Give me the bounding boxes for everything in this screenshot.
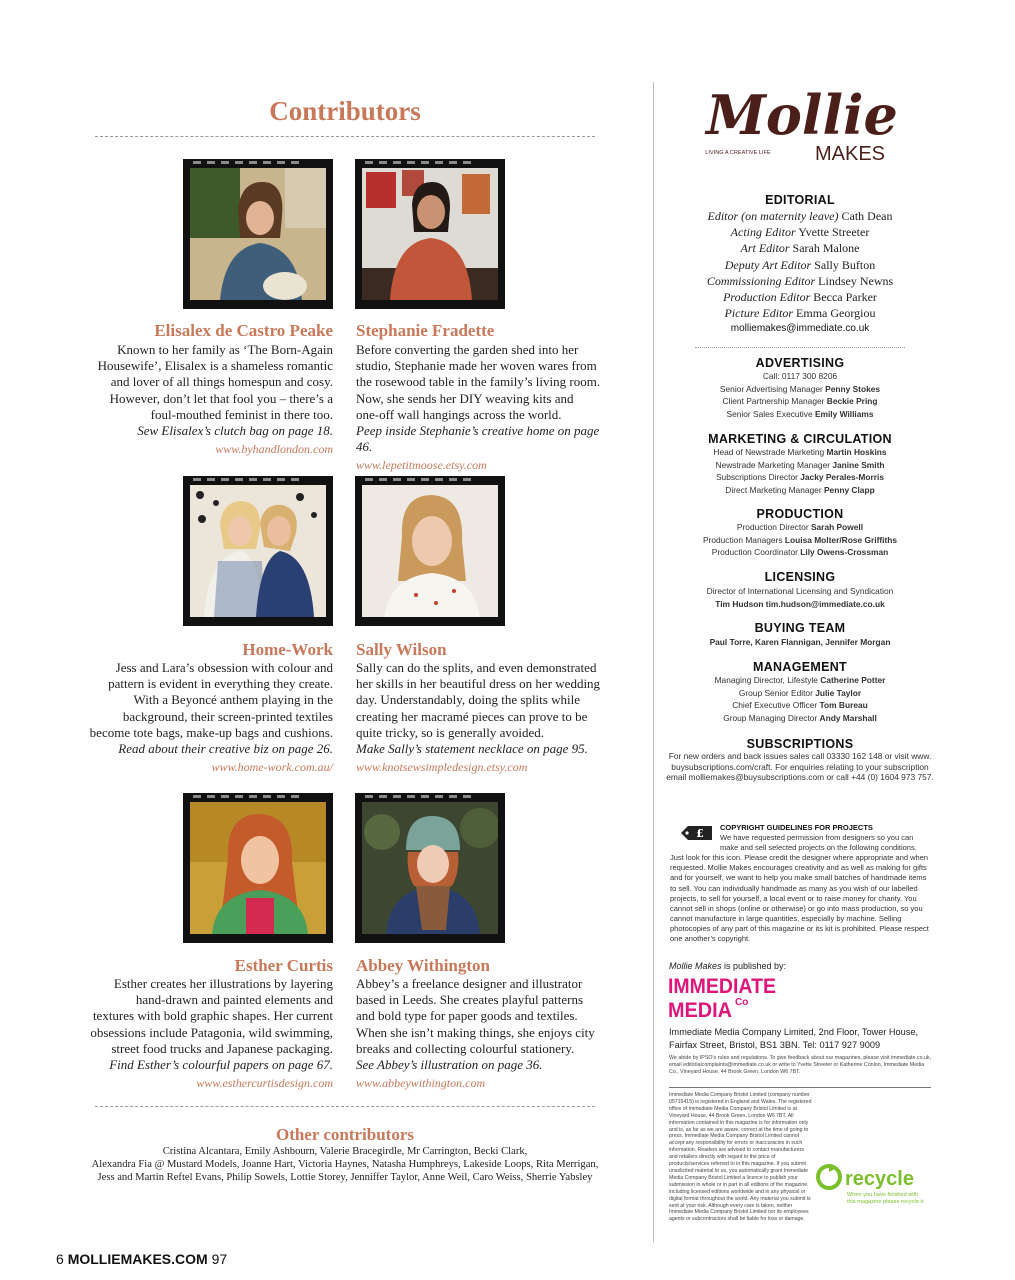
- ipso-notice: We abide by IPSO’s rules and regulations. To give feedback about our magazines, please visit immediate.co.uk, email editorialcomplaints@immediate.co.uk or write to Yvette Streeter or Katherine Conlon, Immediate Media Co., Vineyard House, 44 Brook Green, London W6 7BT.: [669, 1055, 932, 1075]
- bio-line: textures with bold graphic shapes. Her current: [92, 1008, 333, 1024]
- bio-line: and bold type for paper goods and textiles.: [356, 1008, 578, 1024]
- buying-heading: BUYING TEAM: [754, 621, 846, 635]
- marketing-heading: MARKETING & CIRCULATION: [708, 432, 892, 446]
- advertising-list: [665, 370, 935, 420]
- editorial-role: Deputy Art Editor Sally Bufton: [724, 257, 876, 272]
- marketing-role: Direct Marketing Manager Penny Clapp: [725, 484, 875, 495]
- advertising-role: Senior Sales Executive Emily Williams: [726, 408, 874, 419]
- website-link[interactable]: www.esthercurtisdesign.com: [196, 1076, 333, 1091]
- production-role: Production Managers Louisa Molter/Rose Griffiths: [702, 534, 898, 545]
- contributor-bio: [73, 660, 333, 775]
- bio-line: become tote bags, make-up bags and cushions.: [89, 724, 333, 740]
- bio-line: Esther creates her illustrations by layering: [113, 976, 333, 991]
- svg-text:MEDIA: MEDIA: [668, 999, 732, 1021]
- management-role: Chief Executive Officer Tom Bureau: [732, 700, 868, 711]
- bio-line: Before converting the garden shed into her: [356, 342, 579, 357]
- bio-line: With a Beyoncé anthem playing in the: [133, 692, 333, 708]
- management-role: Group Managing Director Andy Marshall: [723, 712, 877, 723]
- editorial-role: Picture Editor Emma Georgiou: [724, 306, 876, 321]
- other-line: Cristina Alcantara, Emily Ashbourn, Valerie Bracegirdle, Mr Carrington, Becki Clark,: [162, 1146, 528, 1157]
- contributor-name: Sally Wilson: [356, 640, 447, 659]
- copyright-guidelines: [670, 823, 930, 944]
- website-link[interactable]: www.lepetitmoose.etsy.com: [356, 458, 487, 473]
- price-tag-icon: [678, 823, 716, 843]
- contributor-name: Elisalex de Castro Peake: [154, 321, 333, 340]
- bio-line: her skills in her beautiful dress on her wedding: [356, 676, 601, 692]
- advertising-phone: Call: 0117 300 8206: [762, 371, 838, 381]
- contributor-name: Abbey Withington: [356, 956, 490, 975]
- buying-names: Paul Torre, Karen Flannigan, Jennifer Morgan: [709, 637, 891, 647]
- bio-line: Sally can do the splits, and even demonstrated: [356, 660, 597, 675]
- website-link[interactable]: www.home-work.com.au/: [211, 760, 333, 775]
- masthead-rule: [695, 347, 905, 348]
- copyright-text: We have requested permission from designers so you can make and sell selected projects on the following conditions. Just look for this icon. Please credit the designer where appropriate and when requested. Mollie Makes encourages creativity and as well as making for gifts and for yourself, we want to help you make small batches of handmade items to sell. You can individually handmade as many as you wish of our labelled projects, to sell for yourself, a local event or to raise money for charity. You cannot sell in shops (online or otherwise) or go into mass production, so you cannot manufacture in large quantities, especially by machine. Selling photocopies of any part of this magazine or its kit is prohibited. Please respect one another’s copyright.: [670, 833, 929, 944]
- management-list: [665, 674, 935, 724]
- licensing-contact: Tim Hudson tim.hudson@immediate.co.uk: [715, 598, 885, 609]
- other-line: Alexandra Fia @ Mustard Models, Joanne Hart, Victoria Haynes, Natasha Humphreys, Lakeside Loops, Rita Merrigan,: [91, 1159, 599, 1170]
- published-by: Mollie Makes is published by:: [669, 961, 787, 971]
- page-reference: Read about their creative biz on page 26.: [118, 741, 333, 757]
- photo-home-work: [183, 476, 333, 626]
- marketing-role: Head of Newstrade Marketing Martin Hoskins: [713, 447, 887, 457]
- bio-line: Now, she sends her DIY weaving kits and: [356, 390, 574, 406]
- contributor-bio: [356, 342, 616, 474]
- subscriptions-text: For new orders and back issues sales call 03330 162 148 or visit www. buysubscriptions.com/craft. For enquiries relating to your subscription email molliemakes@buysubscriptions.com or call +44 (0) 1604 973 757.: [666, 751, 934, 782]
- bio-line: creating her macramé pieces can prove to be: [356, 708, 588, 724]
- production-list: [665, 521, 935, 559]
- page-reference: Peep inside Stephanie’s creative home on page 46.: [356, 423, 600, 455]
- bio-line: obsessions include Patagonia, wild swimming,: [90, 1024, 333, 1040]
- page-reference: Make Sally’s statement necklace on page 95.: [356, 741, 588, 757]
- editorial-email[interactable]: molliemakes@immediate.co.uk: [730, 323, 870, 335]
- bio-line: Known to her family as ‘The Born-Again: [117, 342, 333, 357]
- svg-text:IMMEDIATE: IMMEDIATE: [668, 975, 776, 998]
- management-role: Managing Director, Lifestyle Catherine Potter: [714, 675, 886, 685]
- contributor-bio: [63, 976, 333, 1091]
- bio-line: one-off wall hangings across the world.: [356, 406, 562, 422]
- copyright-heading: COPYRIGHT GUIDELINES FOR PROJECTS: [720, 823, 873, 832]
- editorial-role: Art Editor Sarah Malone: [740, 241, 860, 256]
- photo-abbey: [355, 793, 505, 943]
- other-contributors-title: Other contributors: [275, 1125, 415, 1144]
- title-divider: [95, 136, 595, 137]
- page-number-right: 97: [211, 1251, 228, 1267]
- page-reference: Sew Elisalex’s clutch bag on page 18.: [137, 423, 333, 439]
- bio-line: studio, Stephanie made her woven wares from: [356, 358, 597, 374]
- photo-sally: [355, 476, 505, 626]
- marketing-role: Subscriptions Director Jacky Perales-Morris: [715, 472, 885, 483]
- photo-elisalex: [183, 159, 333, 309]
- licensing-role: Director of International Licensing and Syndication: [706, 586, 894, 596]
- bio-line: pattern is evident in everything they create.: [108, 676, 333, 692]
- bio-line: Abbey’s a freelance designer and illustrator: [356, 976, 583, 991]
- contributor-name: Stephanie Fradette: [356, 321, 495, 340]
- bio-line: breaks and collecting colourful stationery.: [356, 1040, 575, 1056]
- svg-text:recycle: recycle: [845, 1168, 914, 1190]
- bio-line: quite tricky, so is generally avoided.: [356, 724, 544, 740]
- bio-line: and lover of all things homespun and cosy.: [110, 374, 333, 390]
- bio-line: hand-drawn and painted elements and: [135, 992, 333, 1008]
- production-role: Production Director Sarah Powell: [736, 522, 864, 532]
- page-title: Contributors: [269, 96, 421, 126]
- production-role: Production Coordinator Lily Owens-Crossman: [711, 547, 889, 558]
- advertising-role: Client Partnership Manager Beckie Pring: [722, 396, 878, 407]
- photo-stephanie: [355, 159, 505, 309]
- website-link[interactable]: www.abbeywithington.com: [356, 1076, 486, 1091]
- editorial-role: Editor (on maternity leave) Cath Dean: [707, 209, 893, 223]
- production-heading: PRODUCTION: [756, 507, 844, 521]
- immediate-media-logo: [668, 973, 778, 1021]
- contributor-bio: [356, 976, 626, 1091]
- bio-line: the rosewood table in the family’s living room.: [356, 374, 601, 390]
- licensing-list: [665, 585, 935, 610]
- management-role: Group Senior Editor Julie Taylor: [738, 687, 862, 698]
- editorial-heading: EDITORIAL: [765, 193, 835, 207]
- management-heading: MANAGEMENT: [753, 660, 847, 674]
- svg-text:this magazine please recycle i: this magazine please recycle it.: [847, 1199, 925, 1205]
- bio-line: Housewife’, Elisalex is a shameless romantic: [97, 358, 333, 374]
- site-name: MOLLIEMAKES.COM: [67, 1251, 208, 1267]
- website-link[interactable]: www.byhandlondon.com: [215, 442, 333, 457]
- editorial-role: Acting Editor Yvette Streeter: [730, 225, 870, 240]
- page-reference: Find Esther’s colourful papers on page 67.: [109, 1057, 333, 1073]
- mollie-makes-logo: [690, 82, 910, 164]
- recycle-logo: [815, 1163, 935, 1208]
- other-line: Jess and Martin Reftel Evans, Philip Sowels, Lottie Storey, Jenniffer Taylor, Anne Weil, Caro Weiss, Sherrie Yabsley: [97, 1172, 593, 1183]
- photo-esther: [183, 793, 333, 943]
- bio-line: foul-mouthed feminist in there too.: [150, 406, 333, 422]
- svg-text:When you have finished with: When you have finished with: [847, 1192, 919, 1198]
- logo-tagline: LIVING A CREATIVE LIFE: [705, 150, 771, 156]
- bio-line: day. Understandably, doing the splits while: [356, 692, 580, 708]
- bio-line: based in Leeds. She creates playful patterns: [356, 992, 584, 1008]
- other-contributors-list: [80, 1145, 610, 1184]
- advertising-role: Senior Advertising Manager Penny Stokes: [719, 383, 881, 394]
- website-link[interactable]: www.knotsewsimpledesign.etsy.com: [356, 760, 528, 775]
- publisher-address: Immediate Media Company Limited, 2nd Floor, Tower House, Fairfax Street, Bristol, BS1 3BN. Tel: 0117 927 9009: [669, 1027, 919, 1050]
- marketing-role: Newstrade Marketing Manager Janine Smith: [715, 459, 885, 470]
- page-number-left: 6: [56, 1251, 64, 1267]
- licensing-heading: LICENSING: [764, 570, 836, 584]
- legal-notice: Immediate Media Company Bristol Limited (company number 05715415) is registered in England and Wales. The registered office of Immediate Media Company Bristol Limited is at Vineyard House, 44 Brook Green, London W6 7BT. All information contained in this magazine is for information only and is, as far as we are aware, correct at the time of going to press. Immediate Media Company Bristol Limited cannot accept any responsibility for errors or inaccuracies in such information. Readers are advised to contact manufacturers and retailers directly with regard to the price of products/services referred to in this magazine. If you submit unsolicited material to us, you automatically grant Immediate Media Company Bristol Limited a licence to publish your submission in whole or in part in all editions of the magazine, including licensed editions worldwide and in any physical or digital format throughout the world. Any material you submit is sent at your risk. Although every care is taken, neither Immediate Media Company Bristol Limited nor its employees agents or subcontractors shall be liable for loss or damage.: [669, 1092, 812, 1223]
- logo-makes: MAKES: [814, 143, 886, 164]
- subscriptions-heading: SUBSCRIPTIONS: [746, 737, 854, 751]
- svg-text:£: £: [696, 827, 704, 840]
- contributor-name: Home-Work: [242, 640, 333, 659]
- editorial-list: [665, 208, 935, 337]
- bio-line: street food trucks and Japanese packaging.: [111, 1040, 333, 1056]
- editorial-role: Commissioning Editor Lindsey Newns: [706, 273, 894, 288]
- other-divider: [95, 1106, 595, 1107]
- buying-list: [665, 636, 935, 649]
- bio-line: However, don’t let that fool you – there’s a: [109, 390, 333, 406]
- marketing-list: [665, 446, 935, 496]
- editorial-role: Production Editor Becca Parker: [723, 290, 877, 305]
- page-reference: See Abbey’s illustration on page 36.: [356, 1057, 543, 1073]
- column-divider: [653, 82, 654, 1242]
- contributor-bio: [356, 660, 626, 775]
- legal-rule: [669, 1087, 931, 1088]
- bio-line: background, their screen-printed textiles: [122, 708, 333, 724]
- page-folio: [56, 1251, 227, 1267]
- svg-text:Co: Co: [735, 997, 749, 1008]
- contributor-name: Esther Curtis: [234, 956, 333, 975]
- bio-line: Jess and Lara’s obsession with colour and: [115, 660, 333, 675]
- advertising-heading: ADVERTISING: [755, 356, 845, 370]
- bio-line: When she isn’t making things, she enjoys city: [356, 1024, 595, 1040]
- logo-mollie: Mollie: [706, 83, 898, 147]
- contributor-bio: [73, 342, 333, 457]
